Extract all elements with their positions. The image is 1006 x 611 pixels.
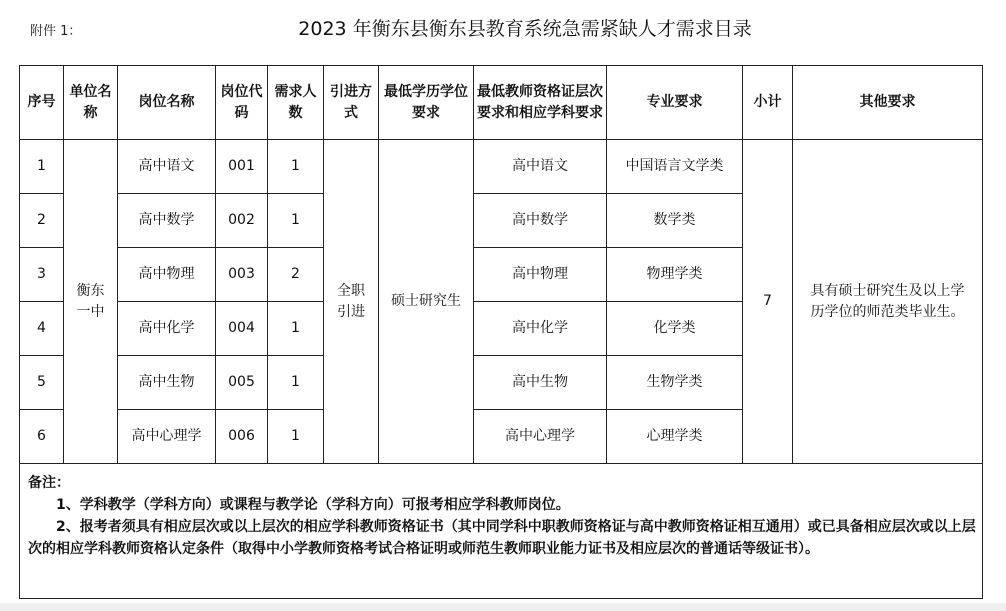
cell-major: 数学类: [607, 194, 743, 248]
cell-unit: 衡东一中: [64, 140, 118, 464]
cell-major: 物理学类: [607, 248, 743, 302]
cell-cert: 高中语文: [474, 140, 607, 194]
talent-demand-table: [19, 65, 983, 599]
cell-code: 006: [216, 410, 268, 464]
header-need: 需求人数: [268, 66, 324, 140]
cell-post: 高中化学: [118, 302, 216, 356]
notes-cell: [20, 464, 983, 599]
cell-seq: 2: [20, 194, 64, 248]
cell-code: 004: [216, 302, 268, 356]
cell-post: 高中数学: [118, 194, 216, 248]
cell-need: 1: [268, 356, 324, 410]
table-header-row: [20, 66, 983, 140]
cell-cert: 高中数学: [474, 194, 607, 248]
cell-code: 005: [216, 356, 268, 410]
cell-major: 心理学类: [607, 410, 743, 464]
cell-code: 002: [216, 194, 268, 248]
header-unit: 单位名称: [64, 66, 118, 140]
cell-post: 高中语文: [118, 140, 216, 194]
cell-major: 中国语言文学类: [607, 140, 743, 194]
cell-seq: 1: [20, 140, 64, 194]
cell-major: 化学类: [607, 302, 743, 356]
cell-seq: 3: [20, 248, 64, 302]
cell-need: 1: [268, 140, 324, 194]
page-title: 2023 年衡东县衡东县教育系统急需紧缺人才需求目录: [298, 18, 752, 40]
header-mode: 引进方式: [324, 66, 379, 140]
note-item-2: 2、报考者须具有相应层次或以上层次的相应学科教师资格证书（其中同学科中职教师资格证与高中教师资格证相互通用）或已具备相应层次或以上层次的相应学科教师资格认定条件（取得中小学教师资格考试合格证明或师范生教师职业能力证书及相应层次的普通话等级证书）。: [28, 519, 976, 557]
cell-cert: 高中化学: [474, 302, 607, 356]
cell-mode: 全职引进: [324, 140, 379, 464]
cell-need: 1: [268, 302, 324, 356]
cell-cert: 高中物理: [474, 248, 607, 302]
cell-seq: 6: [20, 410, 64, 464]
header-code: 岗位代码: [216, 66, 268, 140]
cell-major: 生物学类: [607, 356, 743, 410]
cell-cert: 高中心理学: [474, 410, 607, 464]
header-seq: 序号: [20, 66, 64, 140]
notes-heading: 备注：: [28, 475, 70, 491]
cell-need: 1: [268, 194, 324, 248]
header-degree: 最低学历学位要求: [379, 66, 474, 140]
cell-need: 2: [268, 248, 324, 302]
bottom-bar: [0, 603, 1006, 611]
cell-post: 高中生物: [118, 356, 216, 410]
cell-post: 高中物理: [118, 248, 216, 302]
header-post: 岗位名称: [118, 66, 216, 140]
cell-cert: 高中生物: [474, 356, 607, 410]
cell-subtotal: 7: [743, 140, 793, 464]
cell-seq: 4: [20, 302, 64, 356]
header-other: 其他要求: [793, 66, 983, 140]
notes-row: [20, 464, 983, 599]
cell-other: 具有硕士研究生及以上学历学位的师范类毕业生。: [793, 140, 983, 464]
cell-seq: 5: [20, 356, 64, 410]
cell-need: 1: [268, 410, 324, 464]
header-subtotal: 小计: [743, 66, 793, 140]
cell-code: 003: [216, 248, 268, 302]
cell-code: 001: [216, 140, 268, 194]
header-cert: 最低教师资格证层次要求和相应学科要求: [474, 66, 607, 140]
attachment-label: 附件 1：: [30, 24, 82, 39]
note-item-1: 1、学科教学（学科方向）或课程与教学论（学科方向）可报考相应学科教师岗位。: [56, 497, 570, 513]
header-major: 专业要求: [607, 66, 743, 140]
cell-post: 高中心理学: [118, 410, 216, 464]
table-row: [20, 140, 983, 194]
cell-degree: 硕士研究生: [379, 140, 474, 464]
